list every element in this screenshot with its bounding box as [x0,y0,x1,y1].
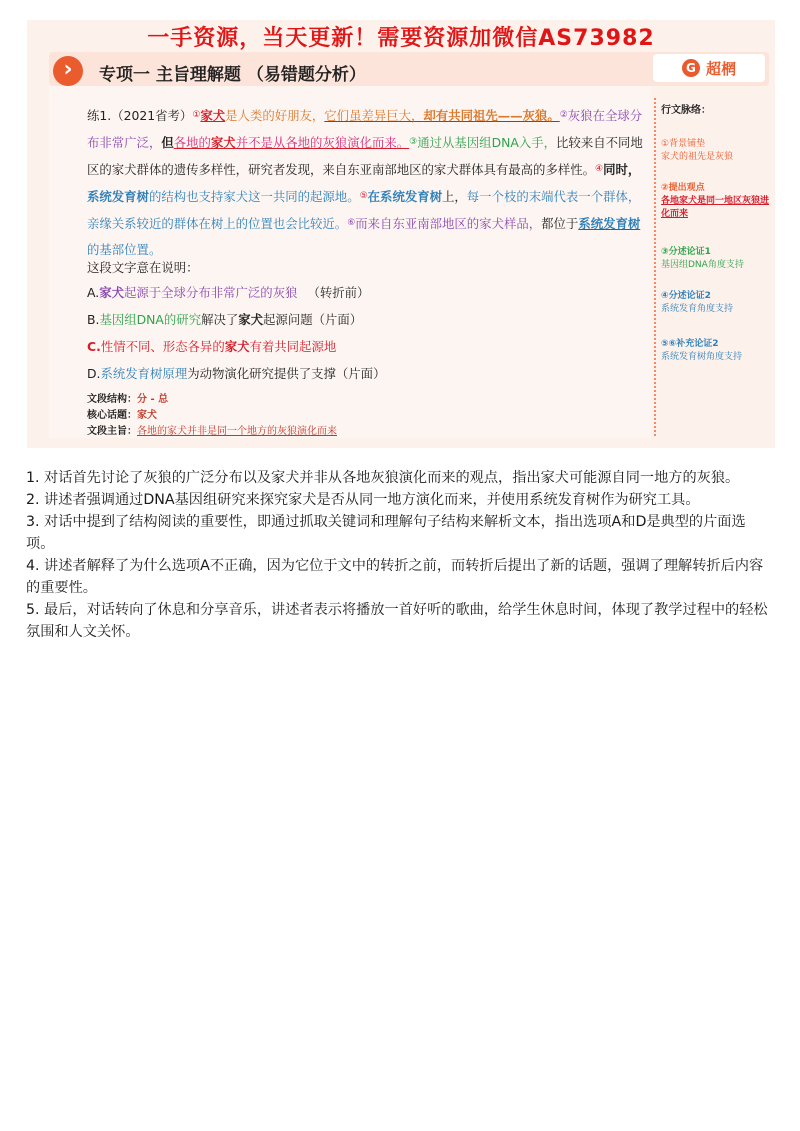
sentence-fragment: 并不是从各地的灰狼演化而来。 [235,135,410,150]
option-prefix: A. [87,285,100,300]
option-text: 性情不同、形态各异的 [100,339,225,354]
sentence-fragment: 的基部位置。 [87,242,162,257]
sentence-fragment: 是人类的好朋友， [225,108,325,123]
sentence-fragment: 通过从基因组DNA入手， [417,135,557,150]
structure-line [87,390,168,405]
main-idea-line [87,422,337,437]
option-text: 系统发育树原理 [100,366,188,381]
structure-label: 核心话题： [87,410,137,421]
sentence-fragment: 比较来自不同地区的家犬群体的遗传多样性，研究者发现，来自东亚南部地区的家犬群体具有最高的多样性。 [87,135,643,177]
option-d [87,364,385,382]
sentence-fragment: 的结构也支持家犬这一共同的起源地。 [148,189,360,204]
sidebar-item-head: ③分述论证1 [661,247,711,257]
sidebar-item-body: 基因组DNA角度支持 [661,260,744,270]
core-topic-line [87,406,157,421]
note-item: 3. 对话中提到了结构阅读的重要性，即通过抓取关键词和理解句子结构来解析文本，指出选项A和D是典型的片面选项。 [26,514,746,552]
promo-banner: 一手资源，当天更新！需要资源加微信AS73982 [147,26,655,51]
keyword-tree: 系统发育树 [578,216,641,231]
brand-name: 超棢 [705,59,736,78]
sentence-fragment: 它们虽差异巨大， [324,108,424,123]
keyword-dog: 家犬 [200,108,226,123]
sidebar-item [661,138,771,164]
question-prompt: 这段文字意在说明： [87,260,199,275]
option-text: 为动物演化研究提供了支撑（片面） [187,366,386,381]
structure-label: 文段主旨： [87,426,137,437]
sidebar-item-body: 系统发育树角度支持 [661,352,743,362]
keyword-dog: 家犬 [210,135,236,150]
summary-notes [26,467,772,643]
sidebar-heading: 行文脉络： [661,105,711,116]
structure-value: 分 - 总 [137,394,169,405]
sidebar-item-body: 系统发育角度支持 [661,304,734,314]
sentence-fragment: 上， [442,189,467,204]
sentence-fragment: 各地的 [173,135,211,150]
brand-logo-icon: G [682,59,700,77]
sentence-fragment: 都位于 [541,216,579,231]
sidebar-divider [654,98,656,436]
lecture-slide [27,20,775,448]
option-prefix: D. [87,366,101,381]
sentence-fragment: 灰狼在全球分布非常广泛， [87,108,643,150]
transition-word: 同时， [603,162,641,177]
structure-value: 家犬 [137,410,157,421]
option-prefix: C. [87,339,101,354]
structure-label: 文段结构： [87,394,137,405]
sidebar-item [661,246,771,272]
sentence-fragment: 却有共同祖先——灰狼。 [423,108,560,123]
sidebar-item-head: ⑤⑥补充论证2 [661,339,719,349]
sidebar-item-body: 家犬的祖先是灰狼 [661,152,734,162]
option-text: 基因组DNA的研究 [99,312,202,327]
sentence-number: ① [192,110,201,120]
note-item: 2. 讲述者强调通过DNA基因组研究来探究家犬是否从同一地方演化而来，并使用系统发育树作为研究工具。 [26,492,700,508]
sidebar-item [661,290,771,316]
sidebar-item [661,338,771,364]
sentence-number: ② [559,110,568,120]
brand-badge [653,54,765,82]
transition-word: 但 [161,135,174,150]
sidebar-item-head: ②提出观点 [661,183,705,193]
option-c [87,337,336,355]
sidebar-item-body: 各地家犬是同一地区灰狼进化而来 [661,196,770,219]
exercise-label: 练1.（2021省考） [87,108,193,123]
sidebar-item-head: ④分述论证2 [661,291,711,301]
option-note: （转折前） [307,285,370,300]
note-item: 5. 最后，对话转向了休息和分享音乐，讲述者表示将播放一首好听的歌曲，给学生休息时间，体现了教学过程中的轻松氛围和人文关怀。 [26,602,768,640]
slide-title: 专项一 主旨理解题 （易错题分析） [99,65,366,85]
sentence-number: ⑤ [359,191,368,201]
passage-text [87,102,645,263]
option-b [87,310,362,328]
option-keyword: 家犬 [99,285,124,300]
keyword-tree: 在系统发育树 [367,189,443,204]
chevron-right-icon: › [53,56,83,86]
sidebar-item [661,182,771,221]
option-text: 解决了 [201,312,239,327]
sentence-number: ④ [595,164,604,174]
keyword-tree: 系统发育树 [87,189,149,204]
sentence-number: ⑥ [347,218,356,228]
option-prefix: B. [87,312,100,327]
note-item: 4. 讲述者解释了为什么选项A不正确，因为它位于文中的转折之前，而转折后提出了新的话题，强调了理解转折后内容的重要性。 [26,558,764,596]
option-text: 起源于全球分布非常广泛的灰狼 [123,285,298,300]
sentence-fragment: 每一个枝的末端代表一个群体，亲缘关系较近的群体在树上的位置也会比较近。 [87,189,641,231]
note-item: 1. 对话首先讨论了灰狼的广泛分布以及家犬并非从各地灰狼演化而来的观点，指出家犬可能源自同一地方的灰狼。 [26,470,740,486]
option-a [87,283,369,301]
option-keyword: 家犬 [238,312,264,327]
option-text: 起源问题（片面） [263,312,363,327]
sidebar-item-head: ①背景铺垫 [661,139,706,149]
option-text: 有着共同起源地 [249,339,337,354]
sentence-number: ③ [409,137,418,147]
sidebar-title [661,104,771,118]
option-keyword: 家犬 [224,339,250,354]
sentence-fragment: 而来自东亚南部地区的家犬样品， [355,216,542,231]
structure-value: 各地的家犬并非是同一个地方的灰狼演化而来 [137,426,337,437]
